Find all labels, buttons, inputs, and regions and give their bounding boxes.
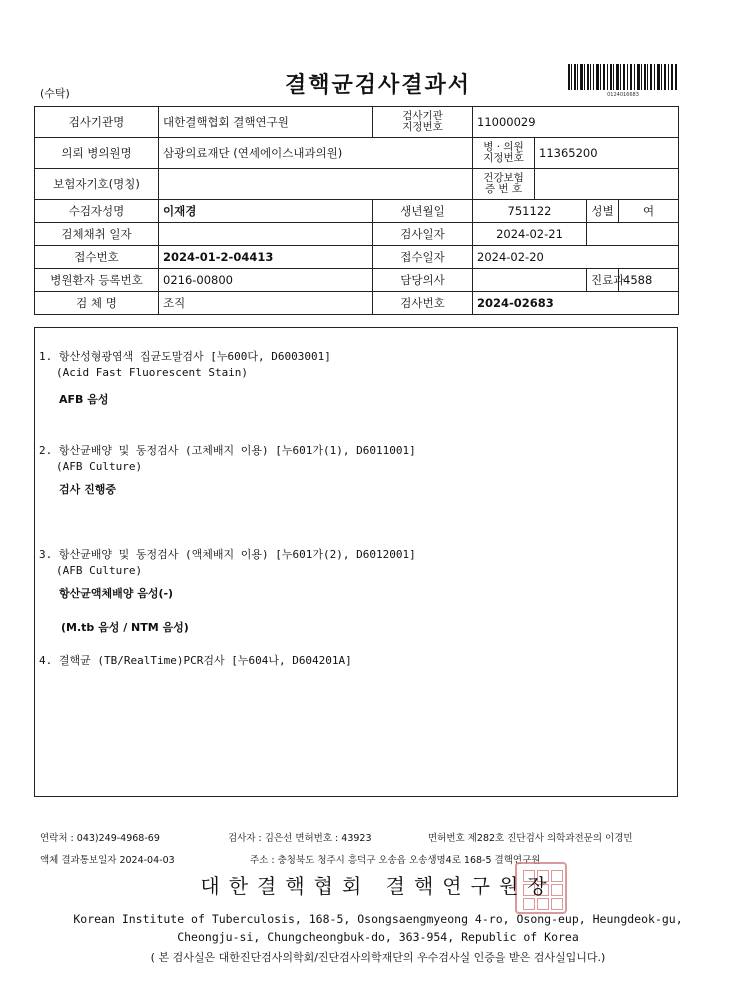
- label-doctor: 담당의사: [373, 269, 473, 292]
- examiner-info: 검사자 : 김은선 면허번호 : 43923: [228, 833, 372, 844]
- label-department: 진료과: [587, 269, 619, 292]
- result-value-detail: (M.tb 음성 / NTM 음성): [61, 621, 189, 634]
- result-item: [39, 442, 416, 497]
- organization-name: 대한결핵협회 결핵연구원장: [200, 874, 556, 898]
- table-row: [35, 169, 679, 200]
- label-sex: 성별: [587, 200, 619, 223]
- result-item: [39, 348, 331, 407]
- value-lab-code: 11000029: [473, 107, 679, 138]
- address-english-line2: Cheongju-si, Chungcheongbuk-do, 363-954, Republic of Korea: [177, 930, 579, 944]
- label-receipt-no: 접수번호: [35, 246, 159, 269]
- empty-cell: [587, 223, 679, 246]
- barcode-number: 0124016683: [607, 92, 639, 98]
- result-title: 3. 항산균배양 및 동정검사 (액체배지 이용) [누601가(2), D6012001]: [39, 548, 416, 561]
- result-title: 1. 항산성형광염색 집균도말검사 [누600다, D6003001]: [39, 350, 331, 363]
- report-date: 액체 결과통보일자 2024-04-03: [40, 855, 175, 866]
- result-item: [39, 546, 416, 635]
- label-insurance-no: 건강보험 증 번 호: [473, 169, 535, 200]
- label-test-date: 검사일자: [373, 223, 473, 246]
- label-patient-reg-no: 병원환자 등록번호: [35, 269, 159, 292]
- value-doctor: [473, 269, 587, 292]
- value-birthdate: 751122: [473, 200, 587, 223]
- label-birthdate: 생년월일: [373, 200, 473, 223]
- value-patient-name: 이재경: [159, 200, 373, 223]
- copy-tag: (수탁): [40, 87, 70, 100]
- value-department: 4588: [619, 269, 679, 292]
- results-box: [34, 327, 678, 797]
- value-clinic-code: 11365200: [535, 138, 679, 169]
- label-collection-date: 검체채취 일자: [35, 223, 159, 246]
- label-clinic-name: 의뢰 병의원명: [35, 138, 159, 169]
- table-row: [35, 107, 679, 138]
- result-value: AFB 음성: [59, 393, 109, 406]
- label-receipt-date: 접수일자: [373, 246, 473, 269]
- info-table: [34, 106, 679, 315]
- label-lab-name: 검사기관명: [35, 107, 159, 138]
- result-subtitle: (AFB Culture): [56, 564, 143, 577]
- label-clinic-code: 병 · 의원 지정번호: [473, 138, 535, 169]
- result-value: 항산균액체배양 음성(-): [59, 587, 174, 600]
- result-title: 2. 항산균배양 및 동정검사 (고체배지 이용) [누601가(1), D6011001]: [39, 444, 416, 457]
- table-row: [35, 269, 679, 292]
- value-insurance-no: [535, 169, 679, 200]
- result-value: 검사 진행중: [59, 483, 116, 496]
- result-title: 4. 결핵균 (TB/RealTime)PCR검사 [누604나, D604201A]: [39, 654, 352, 667]
- value-lab-name: 대한결핵협회 결핵연구원: [159, 107, 373, 138]
- label-insurer: 보험자기호(명칭): [35, 169, 159, 200]
- table-row: [35, 292, 679, 315]
- certification-note: ( 본 검사실은 대한진단검사의학회/진단검사의학재단의 우수검사실 인증을 받은 검사실입니다.): [150, 951, 606, 964]
- value-collection-date: [159, 223, 373, 246]
- value-receipt-date: 2024-02-20: [473, 246, 679, 269]
- label-test-no: 검사번호: [373, 292, 473, 315]
- result-subtitle: (Acid Fast Fluorescent Stain): [56, 366, 249, 379]
- value-test-no: 2024-02683: [473, 292, 679, 315]
- result-item: [39, 652, 352, 668]
- specialist-info: 면허번호 제282호 진단검사 의학과전문의 이경민: [428, 833, 633, 844]
- result-subtitle: (AFB Culture): [56, 460, 143, 473]
- document-title: 결핵균검사결과서: [284, 72, 472, 98]
- value-specimen: 조직: [159, 292, 373, 315]
- table-row: [35, 246, 679, 269]
- table-row: [35, 200, 679, 223]
- table-row: [35, 138, 679, 169]
- barcode-icon: [568, 64, 678, 90]
- lab-address: 주소 : 충청북도 청주시 흥덕구 오송읍 오송생명4로 168-5 결핵연구원: [250, 855, 541, 866]
- value-test-date: 2024-02-21: [473, 223, 587, 246]
- value-sex: 여: [619, 200, 679, 223]
- value-receipt-no: 2024-01-2-04413: [159, 246, 373, 269]
- label-patient-name: 수검자성명: [35, 200, 159, 223]
- table-row: [35, 223, 679, 246]
- value-patient-reg-no: 0216-00800: [159, 269, 373, 292]
- value-insurer: [159, 169, 473, 200]
- address-english-line1: Korean Institute of Tuberculosis, 168-5, Osongsaengmyeong 4-ro, Osong-eup, Heungdeok-gu,: [73, 912, 683, 926]
- contact-info: 연락처 : 043)249-4968-69: [40, 833, 160, 844]
- label-lab-code: 검사기관 지정번호: [373, 107, 473, 138]
- value-clinic-name: 삼광의료재단 (연세에이스내과의원): [159, 138, 473, 169]
- label-specimen: 검 체 명: [35, 292, 159, 315]
